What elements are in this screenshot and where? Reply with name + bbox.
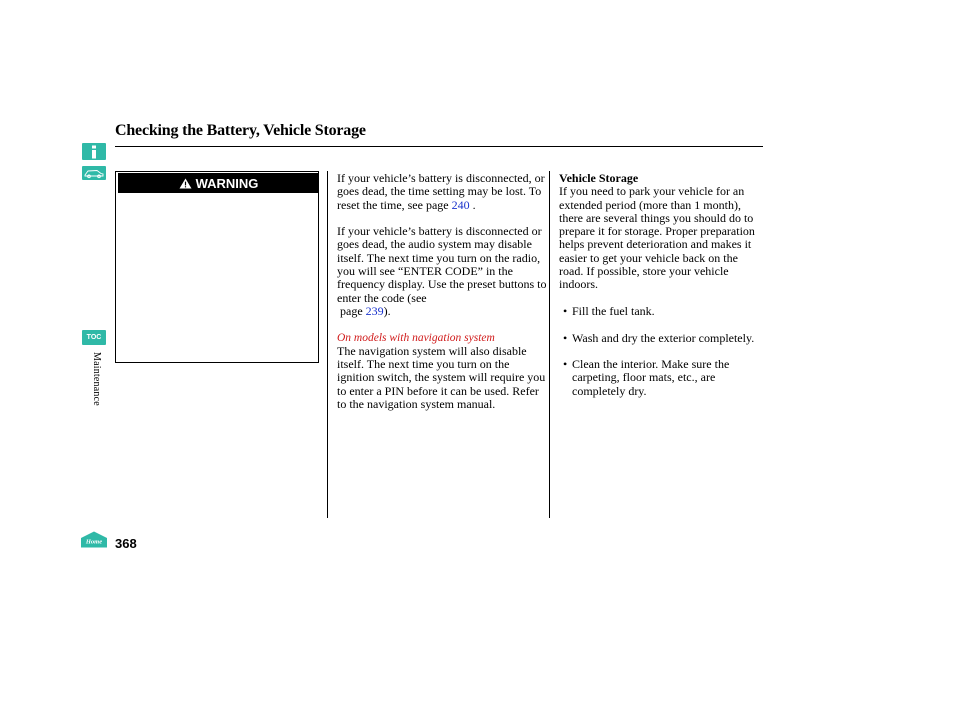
paragraph-audio-code: [337, 225, 547, 318]
storage-heading: Vehicle Storage: [559, 171, 639, 185]
paragraph-navigation: The navigation system will also disable itself. The next time you turn on the ignition switch, the system will require you to enter a PIN before it can be used. Refer to the navigation system manual.: [337, 343, 546, 412]
section-side-label: Maintenance: [91, 352, 102, 406]
list-item-text: Wash and dry the exterior completely.: [572, 330, 755, 345]
page-title: Checking the Battery, Vehicle Storage: [115, 122, 366, 139]
column-divider: [549, 171, 550, 518]
car-icon[interactable]: [82, 166, 106, 180]
info-icon[interactable]: [82, 143, 106, 160]
text: ).: [383, 303, 391, 318]
page-link-240[interactable]: 240: [451, 197, 470, 212]
storage-intro: If you need to park your vehicle for an extended period (more than 1 month), there are several things you should do to prepare it for storage. Proper preparation helps prevent deterioration and makes it easier to get your vehicle back on the road. If possible, store your vehicle indoors.: [559, 184, 755, 292]
page-number: 368: [115, 536, 137, 551]
battery-column: [337, 172, 547, 411]
list-item: [559, 332, 761, 345]
toc-button[interactable]: TOC: [82, 330, 106, 345]
warning-header: [118, 173, 319, 193]
list-item-text: Clean the interior. Make sure the carpeting, floor mats, etc., are completely dry.: [572, 357, 730, 398]
warning-triangle-icon: [179, 178, 192, 189]
text: page: [337, 303, 366, 318]
list-item: [559, 305, 761, 318]
text: .: [469, 197, 476, 212]
warning-label: WARNING: [195, 175, 259, 191]
storage-column: [559, 172, 761, 398]
home-shape-icon: [80, 531, 108, 548]
info-glyph-icon: [89, 145, 99, 159]
home-label: Home: [85, 538, 103, 546]
text: If your vehicle’s battery is disconnected or goes dead, the audio system may disable itself. The next time you turn on the radio, you will see “ENTER CODE” in the frequency display. Use the preset buttons to enter the code (see: [337, 224, 547, 305]
bullet-dot: •: [563, 357, 568, 372]
bullet-dot: •: [563, 303, 568, 318]
navigation-models-heading: On models with navigation system: [337, 331, 495, 344]
text: If your vehicle’s battery is disconnected, or goes dead, the time setting may be lost. To reset the time, see page: [337, 171, 545, 212]
bullet-dot: •: [563, 330, 568, 345]
page-link-239[interactable]: 239: [365, 303, 384, 318]
list-item-text: Fill the fuel tank.: [572, 303, 655, 318]
warning-box: [115, 171, 319, 363]
home-icon[interactable]: [80, 531, 108, 548]
list-item: [559, 358, 761, 398]
paragraph-time-reset: [337, 172, 547, 212]
title-rule: [115, 146, 763, 147]
column-divider: [327, 171, 328, 518]
car-outline-icon: [82, 166, 106, 180]
